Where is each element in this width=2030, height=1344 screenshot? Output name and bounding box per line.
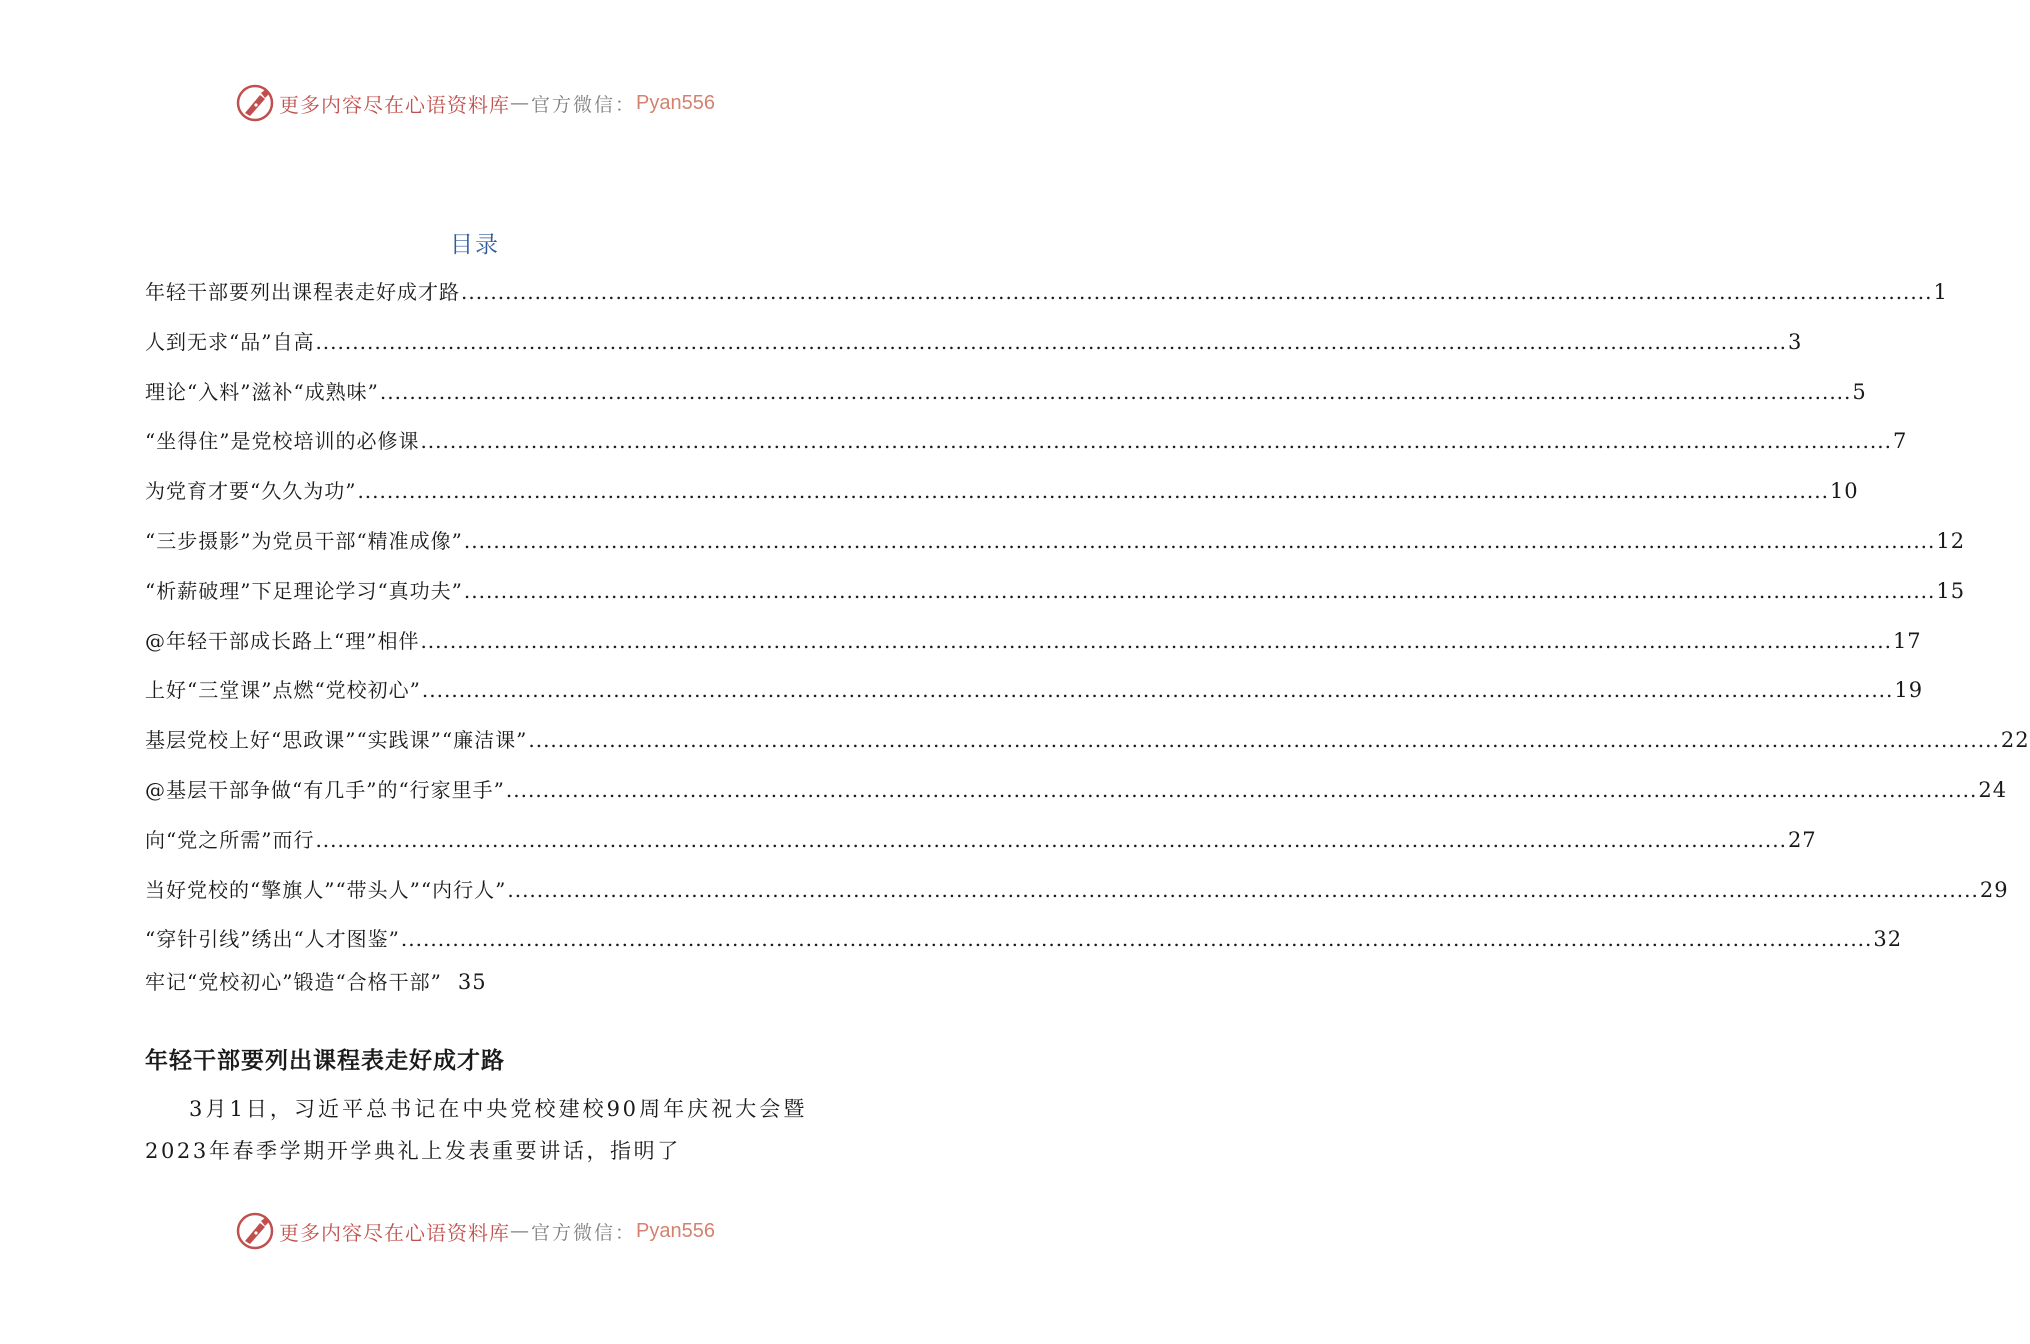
toc-entry-page: 7 — [1892, 429, 1908, 454]
toc-entry-title: 为党育才要“久久为功” — [145, 479, 357, 504]
toc-leader-dots: ........................................................................................................................................................................................................ — [421, 678, 1894, 703]
wechat-label: 官方微信： — [531, 93, 637, 116]
toc-entry-page: 19 — [1894, 678, 1924, 703]
toc-entry-title: “三步摄影”为党员干部“精准成像” — [145, 528, 463, 553]
toc-entry-title: “穿针引线”绣出“人才图鉴” — [145, 927, 400, 952]
toc-entry-title: “坐得住”是党校培训的必修课 — [145, 429, 420, 454]
toc-leader-dots: ........................................................................................................................................................................................................ — [528, 728, 2000, 753]
toc-entry-page: 12 — [1936, 528, 1966, 553]
wechat-id: Pyan556 — [636, 91, 715, 114]
toc-leader-dots: ........................................................................................................................................................................................................ — [461, 280, 1933, 304]
toc-entry-title: 牢记“党校初心”锻造“合格干部” — [145, 970, 442, 994]
toc-entry-page: 1 — [1933, 280, 1948, 304]
toc-entry-title: 理论“入料”滋补“成熟味” — [145, 379, 379, 404]
toc-entry[interactable] — [145, 674, 1924, 724]
toc-entry-page: 10 — [1829, 479, 1859, 504]
toc-entry-title: 当好党校的“擎旗人”“带头人”“内行人” — [145, 877, 507, 902]
toc-entry[interactable] — [145, 724, 2030, 774]
toc-entry-title: 人到无求“品”自高 — [145, 329, 315, 354]
toc-entry[interactable] — [145, 625, 1922, 675]
toc-entry-page: 27 — [1787, 827, 1817, 852]
toc-leader-dots: ........................................................................................................................................................................................................ — [463, 578, 1936, 603]
toc-entry[interactable] — [145, 824, 1817, 874]
wechat-id: Pyan556 — [636, 1219, 715, 1242]
toc-leader-dots: ........................................................................................................................................................................................................ — [315, 827, 1787, 852]
toc-leader-dots: ........................................................................................................................................................................................................ — [420, 628, 1892, 653]
toc-entry-page: 32 — [1873, 927, 1903, 952]
site-name: 更多内容尽在心语资料库 — [279, 92, 510, 117]
toc-entry[interactable] — [145, 874, 2009, 924]
toc-leader-dots: ........................................................................................................................................................................................................ — [400, 927, 1873, 952]
toc-entry-page: 3 — [1787, 329, 1803, 354]
toc-entry-title: 向“党之所需”而行 — [145, 827, 315, 852]
toc-title: 目录 — [450, 232, 500, 258]
toc-entry-page: 29 — [1979, 877, 2009, 902]
toc-last-entry[interactable] — [145, 966, 487, 995]
toc-leader-dots: ........................................................................................................................................................................................................ — [505, 777, 1978, 802]
banner-dash: — — [510, 1220, 531, 1242]
toc-leader-dots: ........................................................................................................................................................................................................ — [315, 329, 1787, 354]
toc-entry-page: 22 — [2000, 728, 2030, 753]
toc-entry-title: 年轻干部要列出课程表走好成才路 — [145, 280, 460, 304]
toc-leader-dots: ........................................................................................................................................................................................................ — [420, 429, 1892, 454]
toc-entry[interactable] — [145, 774, 2008, 824]
pen-nib-logo-icon — [235, 83, 275, 123]
toc-leader-dots: ........................................................................................................................................................................................................ — [507, 877, 1979, 902]
toc-entry-page: 35 — [457, 970, 487, 994]
toc-entry-page: 5 — [1852, 379, 1867, 404]
footer-banner — [0, 1208, 950, 1254]
toc-entry[interactable] — [145, 376, 1867, 426]
banner-dash: — — [510, 92, 531, 114]
toc-entry-title: 基层党校上好“思政课”“实践课”“廉洁课” — [145, 728, 528, 753]
article-heading: 年轻干部要列出课程表走好成才路 — [145, 1047, 505, 1074]
toc-entry-title: “析薪破理”下足理论学习“真功夫” — [145, 578, 463, 603]
toc-entry[interactable] — [145, 276, 1948, 326]
toc-entry[interactable] — [145, 525, 1966, 575]
header-banner — [0, 80, 950, 126]
toc-leader-dots: ........................................................................................................................................................................................................ — [463, 528, 1936, 553]
article-paragraph: 3月1日，习近平总书记在中央党校建校90周年庆祝大会暨2023年春季学期开学典礼上发表重要讲话，指明了 — [145, 1097, 807, 1163]
site-name: 更多内容尽在心语资料库 — [279, 1220, 510, 1245]
toc-entry-page: 24 — [1978, 777, 2008, 802]
toc-leader-dots: ........................................................................................................................................................................................................ — [379, 379, 1852, 404]
toc-entry[interactable] — [145, 326, 1803, 376]
wechat-label: 官方微信： — [531, 1221, 637, 1244]
pen-nib-logo-icon — [235, 1211, 275, 1251]
toc-entry-title: @基层干部争做“有几手”的“行家里手” — [145, 777, 505, 802]
toc-entry-page: 17 — [1892, 628, 1922, 653]
toc-entry-page: 15 — [1936, 578, 1966, 603]
toc-entry-title: @年轻干部成长路上“理”相伴 — [145, 628, 420, 653]
table-of-contents — [145, 276, 2030, 973]
toc-entry[interactable] — [145, 425, 1908, 475]
toc-leader-dots: ........................................................................................................................................................................................................ — [357, 479, 1829, 504]
toc-entry[interactable] — [145, 475, 1859, 525]
toc-entry-title: 上好“三堂课”点燃“党校初心” — [145, 678, 421, 703]
toc-entry[interactable] — [145, 575, 1966, 625]
